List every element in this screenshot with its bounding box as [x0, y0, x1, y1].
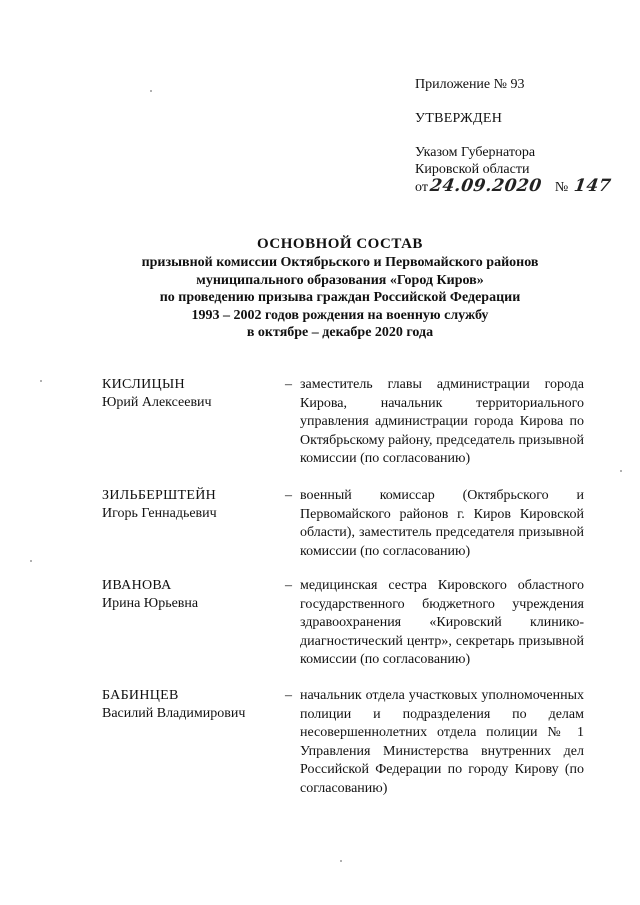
handwritten-date: 24.09.2020: [428, 176, 543, 196]
scan-speck: [40, 380, 42, 382]
member-surname: КИСЛИЦЫН: [102, 377, 185, 392]
member-given-names: Василий Владимирович: [102, 705, 246, 721]
member-given-names: Ирина Юрьевна: [102, 595, 199, 611]
scan-speck: [30, 560, 32, 562]
decree-authority: Указом Губернатора: [415, 145, 536, 160]
member-surname: ЗИЛЬБЕРШТЕЙН: [102, 488, 217, 503]
member-dash: –: [285, 578, 292, 593]
member-surname: ИВАНОВА: [102, 578, 172, 593]
member-dash: –: [285, 488, 292, 503]
number-sign: №: [554, 180, 569, 195]
member-surname: БАБИНЦЕВ: [102, 688, 179, 703]
title-line: по проведению призыва граждан Российской Федерации: [159, 290, 521, 305]
title-line: призывной комиссии Октябрьского и Первомайского районов: [141, 255, 539, 270]
scan-speck: [620, 470, 622, 472]
member-role: заместитель главы администрации города Кирова, начальник территориального управления администрации города Кирова по Октябрьскому району, председатель призывной комиссии (по согласованию): [300, 377, 584, 466]
scan-speck: [150, 90, 152, 92]
title-main: ОСНОВНОЙ СОСТАВ: [257, 236, 423, 252]
title-line: в октябре – декабре 2020 года: [246, 325, 434, 340]
handwritten-number: 147: [572, 176, 613, 196]
scan-speck: [340, 860, 342, 862]
member-given-names: Юрий Алексеевич: [102, 394, 212, 410]
title-line: 1993 – 2002 годов рождения на военную службу: [191, 307, 489, 323]
member-dash: –: [285, 688, 292, 703]
member-role: начальник отдела участковых уполномоченных полиции и подразделения по делам несовершеннолетних отдела полиции № 1 Управления Министерства внутренних дел Российской Федерации по городу Кирову (по согласованию): [300, 688, 584, 796]
member-role: медицинская сестра Кировского областного государственного бюджетного учреждения здравоохранения «Кировский клинико-диагностический центр», секретарь призывной комиссии (по согласованию): [300, 578, 584, 667]
title-line: муниципального образования «Город Киров»: [196, 272, 484, 288]
date-prefix: от: [415, 180, 428, 195]
approved-heading: УТВЕРЖДЕН: [415, 111, 503, 126]
decree-region: Кировской области: [415, 162, 530, 177]
member-role: военный комиссар (Октябрьского и Первомайского районов г. Киров Кировской области), заместитель председателя призывной комиссии (по согласованию): [300, 488, 584, 559]
member-dash: –: [285, 377, 292, 392]
member-given-names: Игорь Геннадьевич: [102, 505, 217, 521]
appendix-number: Приложение № 93: [415, 77, 525, 92]
